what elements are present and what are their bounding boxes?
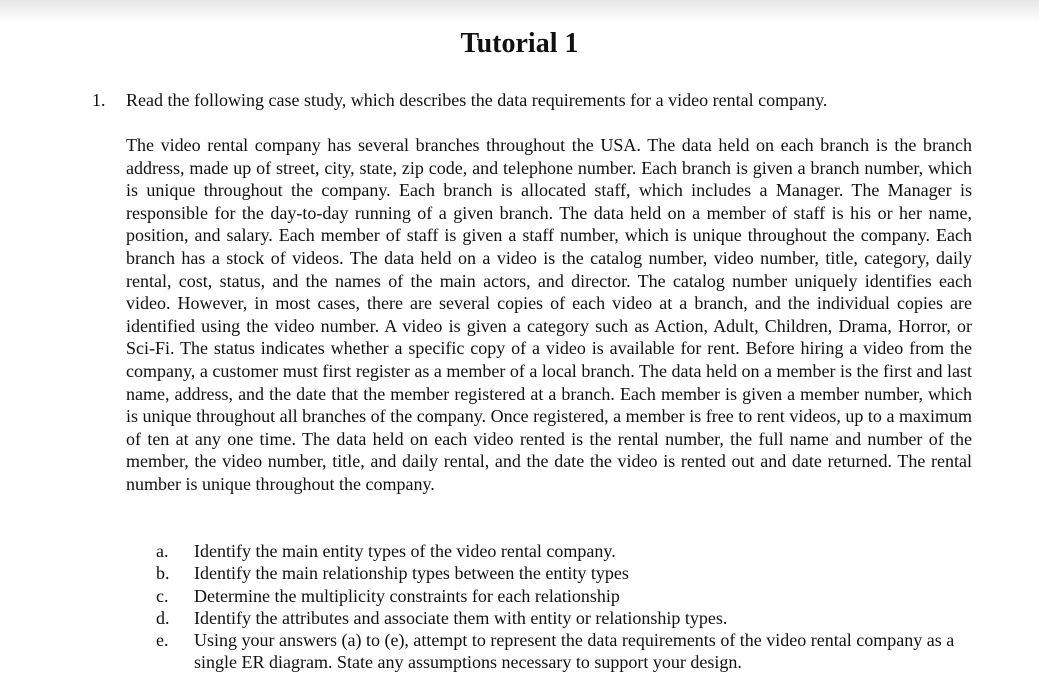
task-item-c: [156, 585, 956, 607]
task-text: Using your answers (a) to (e), attempt to represent the data requirements of the video rental company as a single ER diagram. State any assumptions necessary to support your design.: [194, 630, 955, 673]
task-item-d: [156, 607, 956, 629]
task-letter: c.: [156, 585, 169, 606]
task-letter: a.: [156, 541, 169, 561]
task-list: [156, 540, 956, 674]
task-letter: b.: [156, 563, 170, 584]
task-text: Identify the attributes and associate them with entity or relationship types.: [194, 607, 728, 628]
page-title: Tutorial 1: [460, 28, 579, 59]
task-item-a: [156, 540, 956, 562]
top-shadow: [0, 0, 1039, 22]
task-text: Determine the multiplicity constraints for each relationship: [194, 585, 620, 606]
case-study-paragraph: The video rental company has several branches throughout the USA. The data held on each branch is the branch address, made up of street, city, state, zip code, and telephone number. Each branch is given a branch number, which is unique throughout the company. Each branch is allocated staff, which includes a Manager. The Manager is responsible for the day-to-day running of a given branch. The data held on a member of staff is his or her name, position, and salary. Each member of staff is given a staff number, which is unique throughout the company. Each branch has a stock of videos. The data held on a video is the catalog number, video number, title, category, daily rental, cost, status, and the names of the main actors, and director. The catalog number uniquely identifies each video. However, in most cases, there are several copies of each video at a branch, and the individual copies are identified using the video number. A video is given a category such as Action, Adult, Children, Drama, Horror, or Sci-Fi. The status indicates whether a specific copy of a video is available for rent. Before hiring a video from the company, a customer must first register as a member of a local branch. The data held on a member is the first and last name, address, and the date that the member registered at a branch. Each member is given a member number, which is unique throughout all branches of the company. Once registered, a member is free to rent videos, up to a maximum of ten at any one time. The data held on each video rented is the rental number, the full name and number of the member, the video number, title, and daily rental, and the date the video is rented out and date returned. The rental number is unique throughout the company.: [126, 135, 972, 494]
task-letter: d.: [156, 607, 170, 628]
task-item-b: [156, 562, 956, 584]
question-intro: Read the following case study, which describes the data requirements for a video rental company.: [126, 90, 828, 110]
question-number: 1.: [92, 90, 106, 110]
task-letter: e.: [156, 630, 169, 651]
task-text: Identify the main entity types of the video rental company.: [194, 541, 616, 561]
task-item-e: [156, 629, 956, 674]
task-text: Identify the main relationship types between the entity types: [194, 563, 629, 584]
